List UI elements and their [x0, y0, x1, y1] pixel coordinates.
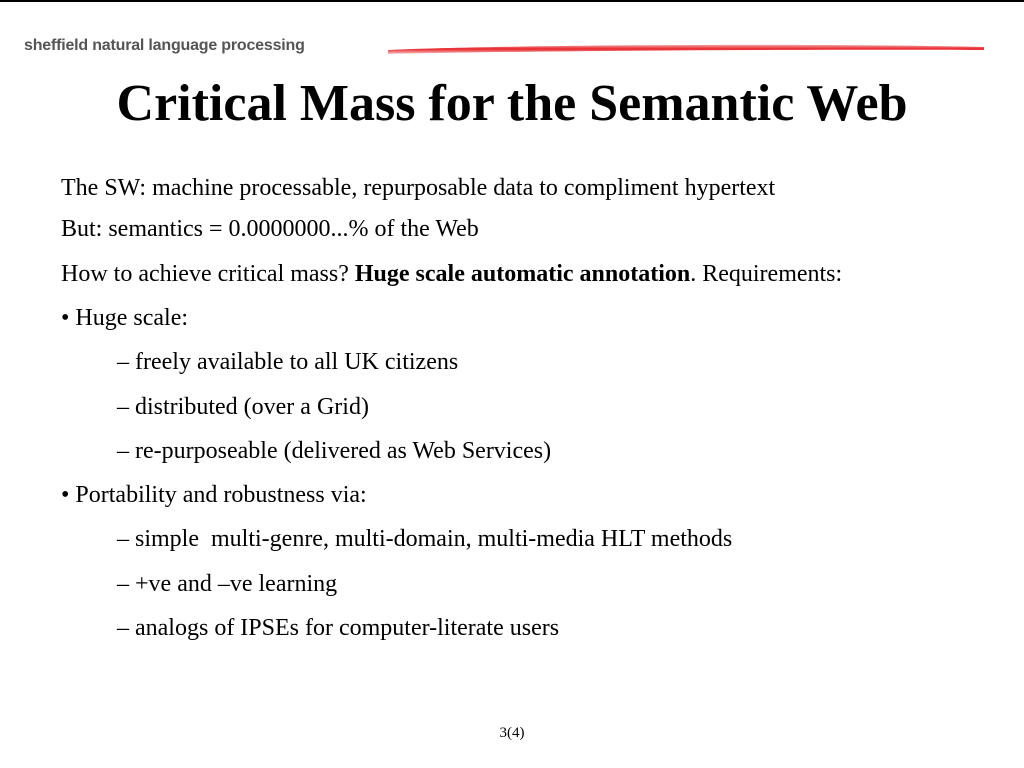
- top-border: [0, 0, 1024, 2]
- sub-item-repurposeable: [117, 436, 551, 466]
- sub-item-text: +ve and –ve learning: [135, 571, 338, 597]
- bullet-huge-scale: • Huge scale:: [61, 305, 189, 331]
- line-critical-mass-prefix: How to achieve critical mass?: [61, 261, 355, 287]
- sub-item-distributed: [117, 392, 369, 422]
- line-critical-mass-bold: Huge scale automatic annotation: [354, 261, 691, 287]
- dash-marker: –: [117, 571, 129, 597]
- sub-item-text: analogs of IPSEs for computer-literate users: [135, 615, 560, 641]
- dash-marker: –: [117, 349, 129, 375]
- dash-marker: –: [117, 438, 129, 464]
- line-critical-mass-suffix: . Requirements:: [690, 261, 843, 287]
- sub-item-simple-methods: [117, 524, 732, 554]
- header-accent-bar: [386, 38, 986, 58]
- sub-item-learning: [117, 569, 337, 599]
- header-logo-text: sheffield natural language processing: [24, 37, 305, 54]
- sub-item-text: simple multi-genre, multi-domain, multi-media HLT methods: [135, 526, 733, 552]
- dash-marker: –: [117, 526, 129, 552]
- sub-item-text: freely available to all UK citizens: [135, 349, 459, 375]
- line-semantics-percentage: But: semantics = 0.0000000...% of the Web: [61, 216, 479, 242]
- bullet-portability: • Portability and robustness via:: [61, 482, 367, 508]
- sub-item-text: re-purposeable (delivered as Web Services): [135, 438, 552, 464]
- line-sw-definition: The SW: machine processable, repurposable data to compliment hypertext: [61, 175, 776, 201]
- sub-item-freely-available: [117, 347, 458, 377]
- dash-marker: –: [117, 394, 129, 420]
- dash-marker: –: [117, 615, 129, 641]
- page-number: 3(4): [499, 725, 525, 741]
- slide-title: Critical Mass for the Semantic Web: [116, 75, 908, 132]
- sub-item-text: distributed (over a Grid): [135, 394, 369, 420]
- sub-item-ipses: [117, 613, 559, 643]
- line-critical-mass: [61, 259, 842, 289]
